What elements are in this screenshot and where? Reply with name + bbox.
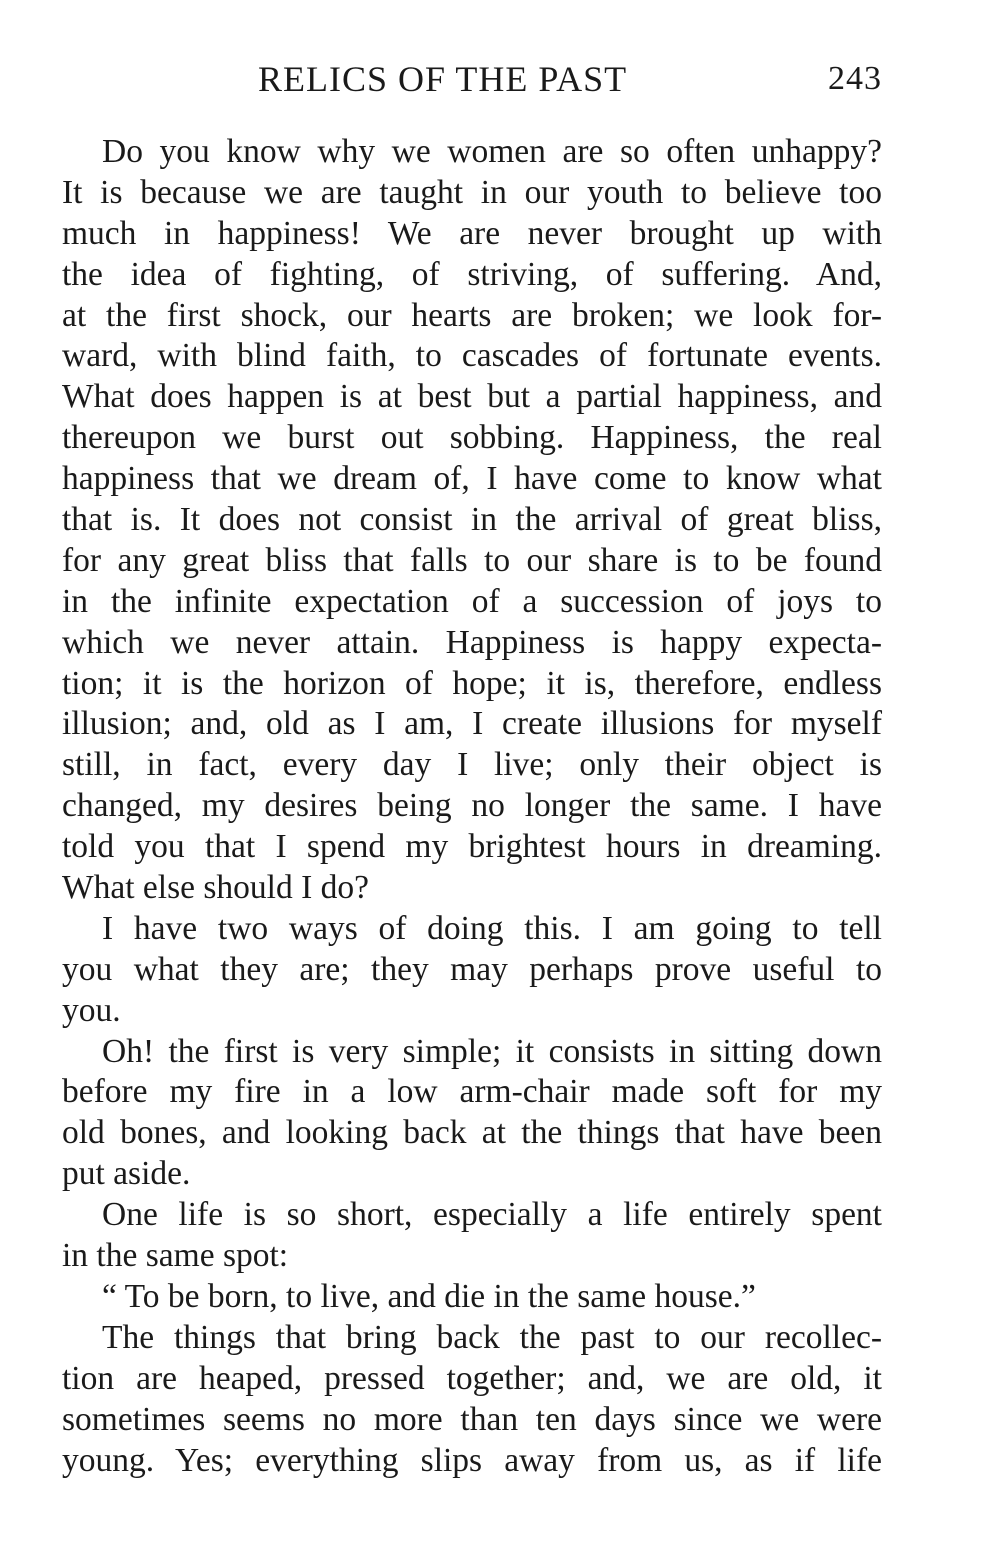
text-line: tion; it is the horizon of hope; it is, therefore, endless	[62, 664, 882, 702]
text-line: thereupon we burst out sobbing. Happiness, the real	[62, 419, 882, 457]
text-line: in the same spot:	[62, 1237, 289, 1275]
text-line: which we never attain. Happiness is happy expecta-	[62, 623, 882, 661]
text-line: you what they are; they may perhaps prove useful to	[62, 950, 882, 988]
text-line: put aside.	[62, 1155, 191, 1193]
text-line: Oh! the first is very simple; it consists in sitting down	[102, 1032, 882, 1070]
text-line: What does happen is at best but a partial happiness, and	[62, 378, 882, 416]
text-line: It is because we are taught in our youth to believe too	[62, 173, 882, 211]
text-line: happiness that we dream of, I have come to know what	[62, 460, 882, 498]
text-line: you.	[62, 991, 121, 1029]
text-line: the idea of fighting, of striving, of suffering. And,	[62, 255, 882, 293]
text-line: changed, my desires being no longer the same. I have	[62, 787, 882, 825]
text-line: Do you know why we women are so often unhappy?	[102, 133, 882, 170]
text-line: that is. It does not consist in the arrival of great bliss,	[62, 501, 882, 539]
text-line: in the infinite expectation of a succession of joys to	[62, 582, 882, 620]
text-line: “ To be born, to live, and die in the same house.”	[102, 1277, 756, 1315]
text-line: illusion; and, old as I am, I create illusions for myself	[62, 705, 882, 743]
text-line: much in happiness! We are never brought up with	[62, 214, 882, 252]
text-line: The things that bring back the past to our recollec-	[102, 1318, 882, 1356]
text-line: old bones, and looking back at the things that have been	[62, 1114, 882, 1152]
text-line: What else should I do?	[62, 869, 369, 907]
text-line: tion are heaped, pressed together; and, we are old, it	[62, 1359, 882, 1397]
text-line: sometimes seems no more than ten days since we were	[62, 1400, 882, 1438]
running-head	[62, 58, 882, 102]
text-line: young. Yes; everything slips away from us, as if life	[62, 1441, 882, 1479]
body-text	[62, 132, 882, 1481]
page-number: 243	[828, 60, 882, 97]
text-line: at the first shock, our hearts are broken; we look for-	[62, 296, 882, 334]
text-line: before my fire in a low arm-chair made soft for my	[62, 1073, 882, 1111]
text-line: for any great bliss that falls to our share is to be found	[62, 541, 882, 579]
text-line: One life is so short, especially a life entirely spent	[102, 1196, 882, 1234]
text-line: told you that I spend my brightest hours in dreaming.	[62, 828, 882, 866]
text-line: still, in fact, every day I live; only their object is	[62, 746, 882, 784]
text-line: I have two ways of doing this. I am going to tell	[102, 909, 882, 947]
running-title: RELICS OF THE PAST	[258, 59, 628, 99]
text-line: ward, with blind faith, to cascades of fortunate events.	[62, 337, 882, 375]
